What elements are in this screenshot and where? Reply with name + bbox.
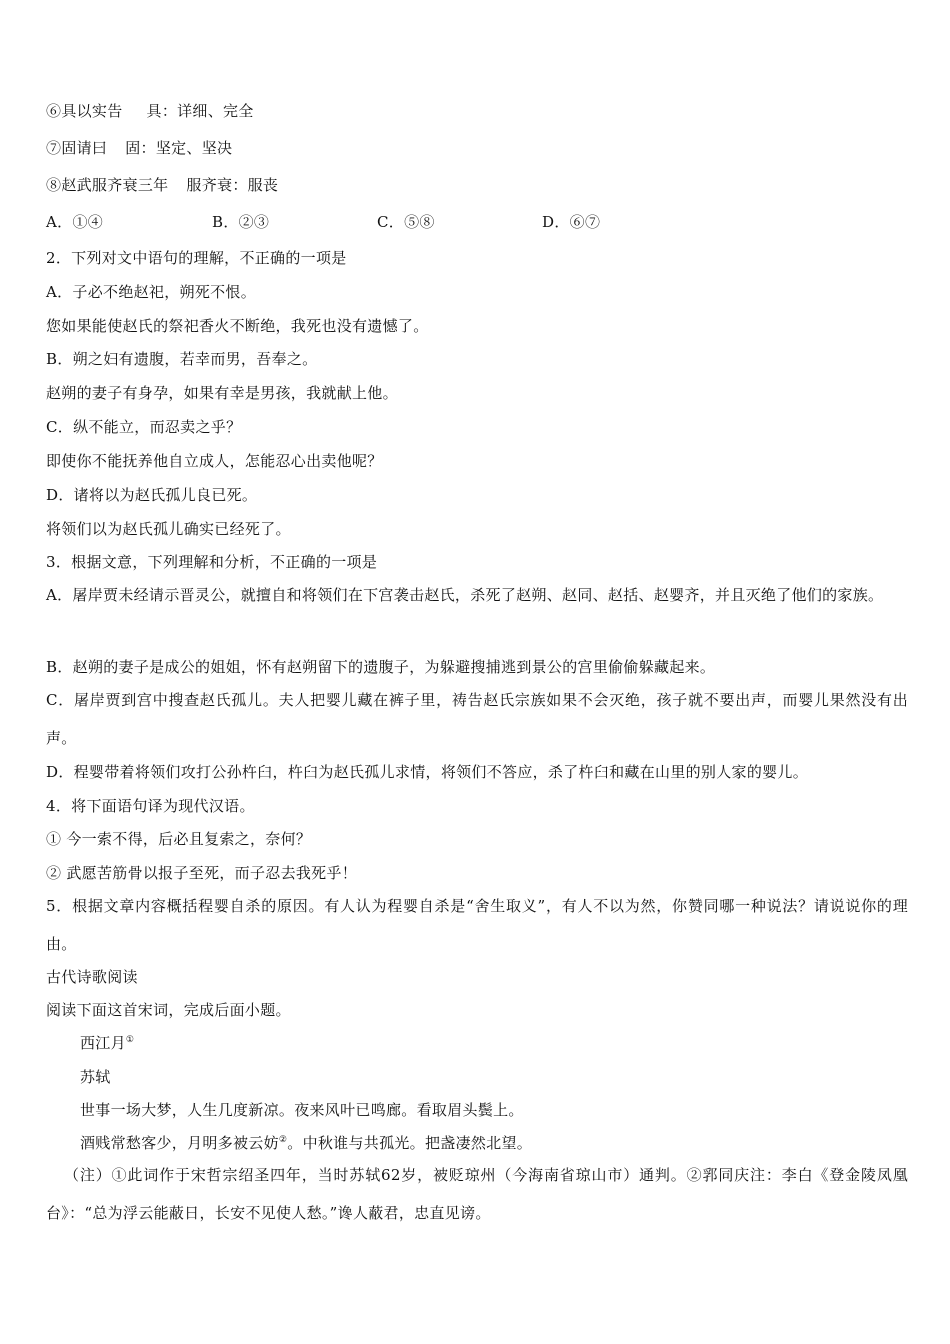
q2-stem: 2．下列对文中语句的理解，不正确的一项是: [46, 249, 347, 267]
q3-option-d: D．程婴带着将领们攻打公孙杵臼，杵臼为赵氏孤儿求情，将领们不答应，杀了杵臼和藏在山里的别人家的婴儿。: [46, 763, 809, 781]
poem-line-1: 世事一场大梦，人生几度新凉。夜来风叶已鸣廊。看取眉头鬓上。: [80, 1101, 524, 1119]
q1-option-d: D．⑥⑦: [542, 213, 601, 231]
poem-title-note: ①: [125, 1035, 135, 1045]
q3-option-c: C．屠岸贾到宫中搜查赵氏孤儿。夫人把婴儿藏在裤子里，祷告赵氏宗族如果不会灭绝，孩子就不要出声，而婴儿果然没有出声。: [46, 691, 908, 747]
q2-translation-c: 即使你不能抚养他自立成人，怎能忍心出卖他呢？: [46, 452, 383, 470]
q1-option-b: B．②③: [212, 213, 270, 231]
poem-author: 苏轼: [80, 1068, 111, 1086]
section-title: 古代诗歌阅读: [46, 968, 138, 986]
vocab-line-8: [46, 175, 908, 195]
vocab-line-6: [46, 101, 908, 121]
vocab-gloss: 固：坚定、坚决: [125, 139, 233, 157]
q3-option-a: A．屠岸贾未经请示晋灵公，就擅自和将领们在下宫袭击赵氏，杀死了赵朔、赵同、赵括、赵婴齐，并且灭绝了他们的家族。: [46, 586, 884, 604]
q2-option-d: D．诸将以为赵氏孤儿良已死。: [46, 486, 258, 504]
q2-option-b: B．朔之妇有遗腹，若幸而男，吾奉之。: [46, 350, 318, 368]
q3-stem: 3．根据文意，下列理解和分析，不正确的一项是: [46, 553, 378, 571]
instruction: 阅读下面这首宋词，完成后面小题。: [46, 1001, 291, 1019]
q1-option-c: C．⑤⑧: [377, 213, 435, 231]
q2-translation-b: 赵朔的妻子有身孕，如果有幸是男孩，我就献上他。: [46, 384, 398, 402]
q1-option-a: A．①④: [46, 213, 104, 231]
q3-option-b: B．赵朔的妻子是成公的姐姐，怀有赵朔留下的遗腹子，为躲避搜捕逃到景公的宫里偷偷躲藏起来。: [46, 658, 716, 676]
vocab-marker: ⑥: [46, 102, 62, 120]
vocab-phrase: 固请曰: [61, 139, 108, 157]
vocab-line-7: [46, 138, 908, 158]
poem-title: 西江月①: [80, 1034, 135, 1052]
vocab-marker: ⑦: [46, 139, 62, 157]
q4-item-2: ② 武愿苦筋骨以报子至死，而子忍去我死乎！: [46, 864, 358, 882]
poem-annotation: （注）①此词作于宋哲宗绍圣四年，当时苏轼62岁，被贬琼州（今海南省琼山市）通判。②郛同庆注：李白《登金陵凤凰台》：“总为浮云能蔽日，长安不见使人愁。”谗人蔽君，忠直见谤。: [46, 1166, 908, 1222]
vocab-phrase: 赵武服齐衰三年: [61, 176, 169, 194]
q2-option-c: C．纵不能立，而忍卖之乎？: [46, 418, 242, 436]
q2-translation-d: 将领们以为赵氏孤儿确实已经死了。: [46, 520, 291, 538]
vocab-gloss: 服齐衰：服丧: [186, 176, 279, 194]
q5-stem: 5．根据文章内容概括程婴自杀的原因。有人认为程婴自杀是“舍生取义”，有人不以为然，你赞同哪一种说法？请说说你的理由。: [46, 897, 908, 953]
vocab-marker: ⑧: [46, 176, 62, 194]
poem-line-note: ②: [278, 1135, 288, 1145]
q4-item-1: ① 今一索不得，后必且复索之，奈何？: [46, 830, 312, 848]
vocab-phrase: 具以实告: [61, 102, 123, 120]
vocab-gloss: 具：详细、完全: [146, 102, 254, 120]
q2-option-a: A．子必不绝赵祀，朔死不恨。: [46, 283, 257, 301]
q4-stem: 4．将下面语句译为现代汉语。: [46, 797, 255, 815]
poem-line-2: 酒贱常愁客少，月明多被云妨②。中秋谁与共孤光。把盏凄然北望。: [80, 1134, 533, 1152]
q2-translation-a: 您如果能使赵氏的祭祀香火不断绝，我死也没有遗憾了。: [46, 317, 429, 335]
